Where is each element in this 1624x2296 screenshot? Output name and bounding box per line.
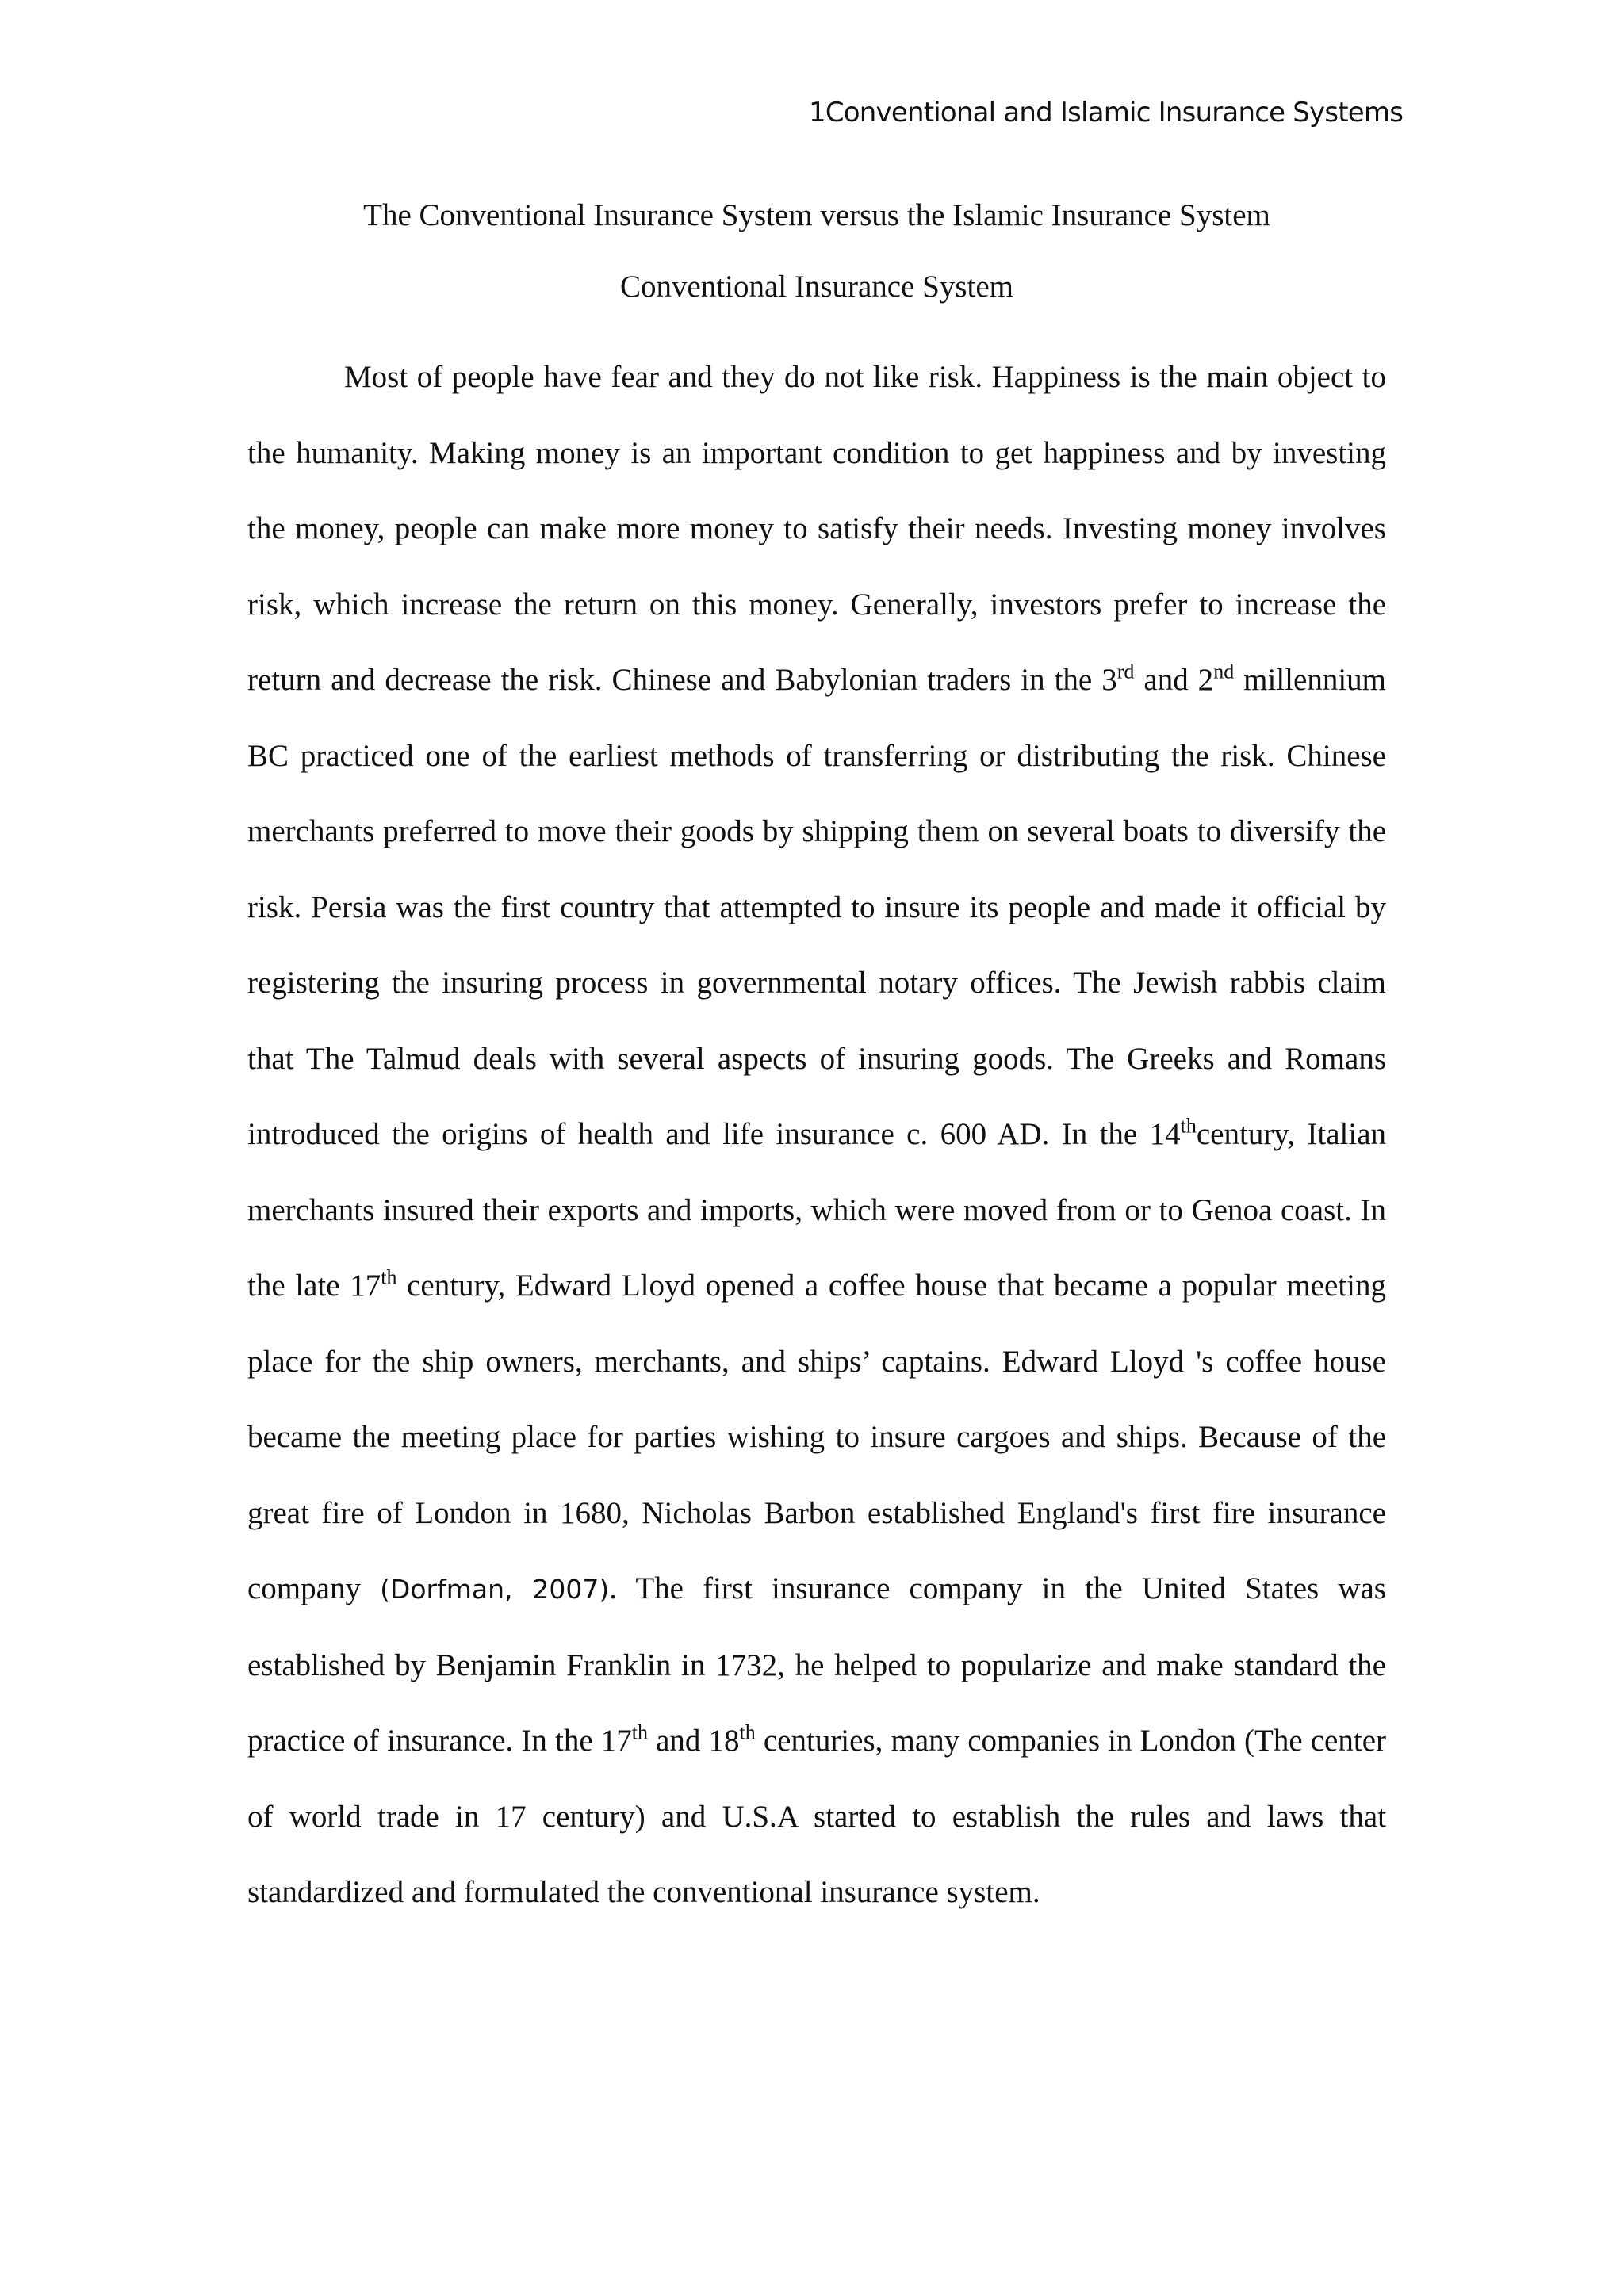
paragraph-text: millennium BC practiced one of the earliest methods of transferring or distributing the risk. Chinese merchants preferred to move their goods by shipping them on several boats to diversify the risk. Persia was the first country that attempted to insure its people and made it official by registering the insuring process in governmental notary offices. The Jewish rabbis claim that The Talmud deals with several aspects of insuring goods. The Greeks and Romans introduced the origins of health and life insurance c. 600 AD. In the 14 [247,663,1386,1151]
paragraph-text: . The first insurance company in the United States was established by Benjamin Franklin in 1732, he helped to popularize and make standard the practice of insurance. In the 17 [247,1571,1386,1758]
body-paragraph [247,339,1386,1931]
ordinal-suffix: th [1180,1114,1197,1138]
ordinal-suffix: nd [1213,660,1235,683]
citation: (Dorfman, 2007) [380,1574,610,1605]
paragraph-text: century, Italian merchants insured their exports and imports, which were moved from or to Genoa coast. In the late 17 [247,1117,1386,1303]
ordinal-suffix: th [381,1265,397,1289]
paragraph-text: and 2 [1134,663,1214,697]
paragraph-text: and 18 [647,1724,740,1758]
document-title: The Conventional Insurance System versus the Islamic Insurance System [363,198,1270,232]
ordinal-suffix: rd [1116,660,1135,683]
ordinal-suffix: th [739,1720,756,1744]
paragraph-text: century, Edward Lloyd opened a coffee house that became a popular meeting place for the ship owners, merchants, and ships’ captains. Edward Lloyd 's coffee house became the meeting place for parties wishing to insure cargoes and ships. Because of the great fire of London in 1680, Nicholas Barbon established England's first fire insurance company [247,1269,1386,1605]
paragraph-text: centuries, many companies in London (The center of world trade in 17 century) and U.S.A started to establish the rules and laws that standardized and formulated the conventional insurance system. [247,1724,1386,1909]
ordinal-suffix: th [631,1720,648,1744]
running-header: 1Conventional and Islamic Insurance Systems [809,97,1404,128]
paragraph-text: Most of people have fear and they do not like risk. Happiness is the main object to the humanity. Making money is an important condition to get happiness and by investing the money, people can make more money to satisfy their needs. Investing money involves risk, which increase the return on this money. Generally, investors prefer to increase the return and decrease the risk. Chinese and Babylonian traders in the 3 [247,360,1386,697]
section-heading: Conventional Insurance System [619,270,1014,304]
